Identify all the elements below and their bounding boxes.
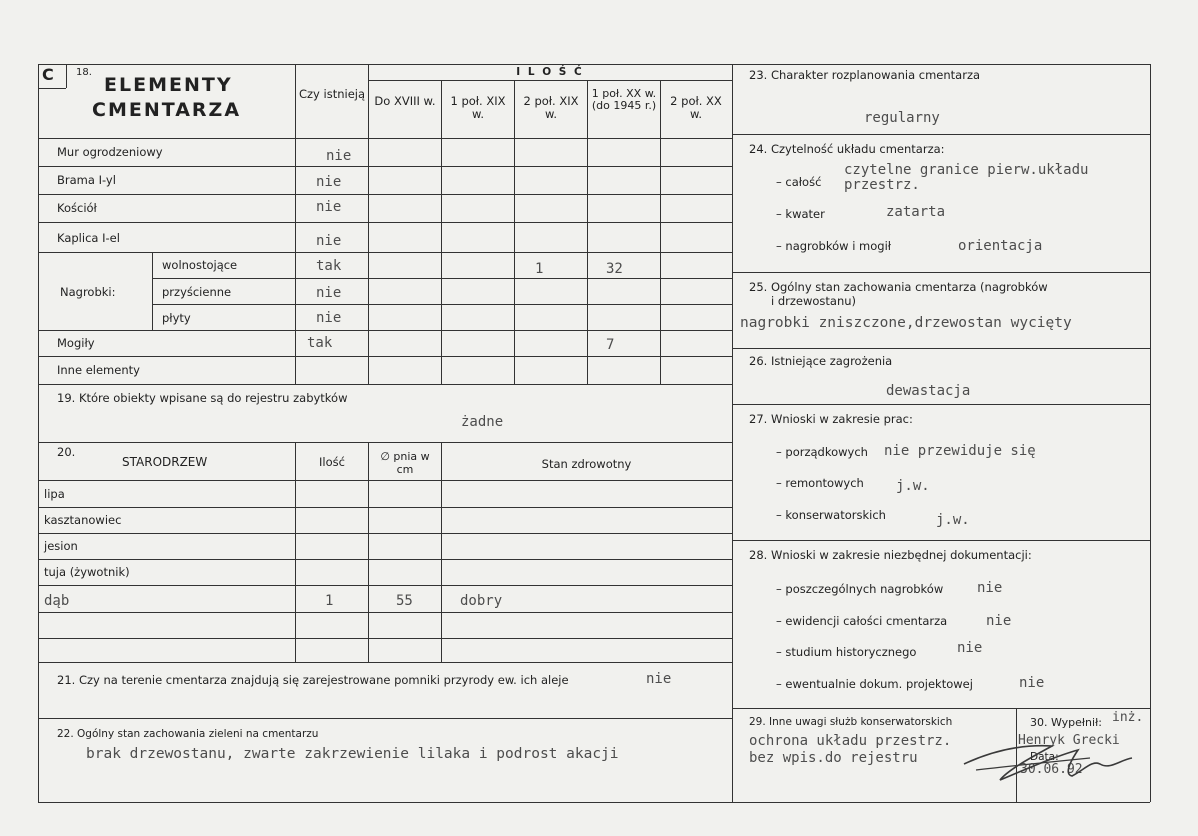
s20-row-line xyxy=(38,638,732,639)
signature-scribble xyxy=(960,730,1146,790)
s29-value-2: bez wpis.do rejestru xyxy=(749,750,918,766)
s23-value: regularny xyxy=(864,110,940,126)
row-label-mogily: Mogiły xyxy=(57,336,95,350)
period-header: 2 poł. XIX w. xyxy=(523,94,579,121)
row-label-nagrobki: Nagrobki: xyxy=(60,285,116,299)
s18-row-line xyxy=(38,194,732,195)
s30-label: 30. Wypełnił: xyxy=(1030,716,1102,729)
s18-number: 18. xyxy=(76,67,92,78)
column-divider xyxy=(732,64,733,802)
s18-col-line xyxy=(368,64,369,384)
s20-col-line xyxy=(368,442,369,662)
s23-label: 23. Charakter rozplanowania cmentarza xyxy=(749,68,981,82)
s24-bottom xyxy=(732,272,1150,273)
row-label-przyscienne: przyścienne xyxy=(162,285,232,299)
s30-date-label: Data: xyxy=(1030,751,1059,763)
s28-item-label: – ewentualnie dokum. projektowej xyxy=(776,677,973,691)
qty-mogily-1pol-xx: 7 xyxy=(606,337,615,353)
s27-item-value: j.w. xyxy=(896,478,930,494)
s18-col-line xyxy=(295,64,296,384)
row-label-plyty: płyty xyxy=(162,311,191,325)
s28-label: 28. Wnioski w zakresie niezbędnej dokumentacji: xyxy=(749,548,1032,562)
tree-label: tuja (żywotnik) xyxy=(44,565,130,579)
s24-calosc-label: – całość xyxy=(776,175,822,189)
s20-bottom xyxy=(38,662,732,663)
card-letter: C xyxy=(42,65,54,84)
s20-number: 20. xyxy=(57,445,76,459)
s21-bottom xyxy=(38,718,732,719)
period-header: 2 poł. XX w. xyxy=(670,94,722,121)
value-mogily: tak xyxy=(307,335,333,351)
tree-label: jesion xyxy=(44,539,78,553)
s18-col-line xyxy=(587,80,588,384)
s20-col-line xyxy=(295,442,296,662)
s20-row-line xyxy=(38,585,732,586)
s19-label: 19. Które obiekty wpisane są do rejestru zabytków xyxy=(57,391,348,405)
s28-bottom xyxy=(732,708,1150,709)
oak-diam: 55 xyxy=(396,593,413,609)
oak-state: dobry xyxy=(460,593,503,609)
s21-value: nie xyxy=(646,671,672,687)
frame-left xyxy=(38,64,39,802)
s18-title-line2: CMENTARZA xyxy=(92,99,242,121)
s24-label: 24. Czytelność układu cmentarza: xyxy=(749,142,945,156)
s20-title: STARODRZEW xyxy=(122,455,208,469)
s28-item-label: – studium historycznego xyxy=(776,645,917,659)
s24-calosc-value-2: przestrz. xyxy=(844,177,920,193)
s28-item-value: nie xyxy=(986,613,1012,629)
letter-box-right xyxy=(66,64,67,88)
row-label-kaplica: Kaplica I-el xyxy=(57,231,120,245)
s18-qty-line xyxy=(368,80,732,81)
frame-bottom xyxy=(38,802,1150,803)
row-label-inne: Inne elementy xyxy=(57,363,140,377)
s18-row-line xyxy=(152,278,732,279)
s28-item-label: – poszczególnych nagrobków xyxy=(776,582,944,596)
s30-date: 30.06.92 xyxy=(1020,762,1083,777)
value-mur: nie xyxy=(326,148,352,164)
col-qty-header: I L O Ś Ć xyxy=(516,66,584,78)
value-wolnostojace: tak xyxy=(316,258,342,274)
period-header: 1 poł. XX w. (do 1945 r.) xyxy=(591,87,657,112)
frame-top xyxy=(38,64,1150,65)
s20-row-line xyxy=(38,533,732,534)
s18-col-line xyxy=(660,80,661,384)
value-brama: nie xyxy=(316,174,342,190)
s28-item-label: – ewidencji całości cmentarza xyxy=(776,614,948,628)
period-header: Do XVIII w. xyxy=(374,94,436,108)
letter-box-bottom xyxy=(38,88,66,89)
s29-label: 29. Inne uwagi służb konserwatorskich xyxy=(749,716,953,728)
s26-label: 26. Istniejące zagrożenia xyxy=(749,354,893,368)
s25-value: nagrobki zniszczone,drzewostan wycięty xyxy=(740,315,1072,331)
s20-col-line xyxy=(441,442,442,662)
s24-kwater-label: – kwater xyxy=(776,207,825,221)
value-plyty: nie xyxy=(316,310,342,326)
s20-col-state: Stan zdrowotny xyxy=(541,457,632,471)
s20-col-diam: ∅ pnia w cm xyxy=(380,450,430,476)
s22-value: brak drzewostanu, zwarte zakrzewienie lilaka i podrost akacji xyxy=(86,746,619,762)
s25-bottom xyxy=(732,348,1150,349)
s27-bottom xyxy=(732,540,1150,541)
qty-wolnostojace-2pol-xix: 1 xyxy=(535,261,544,277)
s27-item-label: – porządkowych xyxy=(776,445,868,459)
s18-col-line xyxy=(514,80,515,384)
s25-label-2: i drzewostanu) xyxy=(771,294,857,308)
s26-bottom xyxy=(732,404,1150,405)
row-label-mur: Mur ogrodzeniowy xyxy=(57,145,163,159)
s18-nagrobki-line xyxy=(152,252,153,330)
s28-item-value: nie xyxy=(977,580,1003,596)
s24-nagrobkow-label: – nagrobków i mogił xyxy=(776,239,892,253)
s20-header-bottom xyxy=(38,480,732,481)
s20-col-qty: Ilość xyxy=(319,455,345,469)
tree-label: lipa xyxy=(44,487,65,501)
s30-title: inż. xyxy=(1112,710,1144,725)
s18-row-line xyxy=(38,166,732,167)
s25-label: 25. Ogólny stan zachowania cmentarza (nagrobków xyxy=(749,280,1048,294)
s28-item-value: nie xyxy=(1019,675,1045,691)
tree-label-oak: dąb xyxy=(44,593,70,609)
value-przyscienne: nie xyxy=(316,285,342,301)
s19-value: żadne xyxy=(461,414,504,430)
s27-label: 27. Wnioski w zakresie prac: xyxy=(749,412,913,426)
s27-item-label: – konserwatorskich xyxy=(776,508,886,522)
s18-row-line xyxy=(38,222,732,223)
s24-nagrobkow-value: orientacja xyxy=(958,238,1043,254)
row-label-brama: Brama I-yl xyxy=(57,173,116,187)
value-kaplica: nie xyxy=(316,233,342,249)
s24-calosc-value: czytelne granice pierw.układu xyxy=(844,162,1089,178)
s18-header-bottom xyxy=(38,138,732,139)
s20-row-line xyxy=(38,612,732,613)
qty-wolnostojace-1pol-xx: 32 xyxy=(606,261,623,277)
period-header: 1 poł. XIX w. xyxy=(450,94,506,121)
s27-item-value: j.w. xyxy=(936,512,970,528)
s18-bottom xyxy=(38,384,732,385)
s18-title-line1: ELEMENTY xyxy=(104,74,233,96)
s29-value-1: ochrona układu przestrz. xyxy=(749,733,952,749)
s19-bottom xyxy=(38,442,732,443)
s27-item-label: – remontowych xyxy=(776,476,864,490)
value-kosciol: nie xyxy=(316,199,342,215)
s30-name: Henryk Grecki xyxy=(1018,733,1120,748)
s22-label: 22. Ogólny stan zachowania zieleni na cmentarzu xyxy=(57,728,319,740)
s24-kwater-value: zatarta xyxy=(886,204,946,220)
row-label-wolnostojace: wolnostojące xyxy=(162,258,238,272)
s18-row-line xyxy=(38,356,732,357)
s20-row-line xyxy=(38,559,732,560)
s18-row-line xyxy=(152,304,732,305)
row-label-kosciol: Kościół xyxy=(57,201,97,215)
s20-row-line xyxy=(38,507,732,508)
frame-right xyxy=(1150,64,1151,802)
s23-bottom xyxy=(732,134,1150,135)
tree-label: kasztanowiec xyxy=(44,513,122,527)
oak-qty: 1 xyxy=(325,593,334,609)
s21-label: 21. Czy na terenie cmentarza znajdują się zarejestrowane pomniki przyrody ew. ich aleje xyxy=(57,673,569,687)
s18-col-line xyxy=(441,80,442,384)
s27-item-value: nie przewiduje się xyxy=(884,443,1036,459)
col-exist-header: Czy istnieją xyxy=(298,87,366,101)
s26-value: dewastacja xyxy=(886,383,971,399)
s28-item-value: nie xyxy=(957,640,983,656)
s18-row-line xyxy=(38,330,732,331)
s18-row-line xyxy=(38,252,732,253)
